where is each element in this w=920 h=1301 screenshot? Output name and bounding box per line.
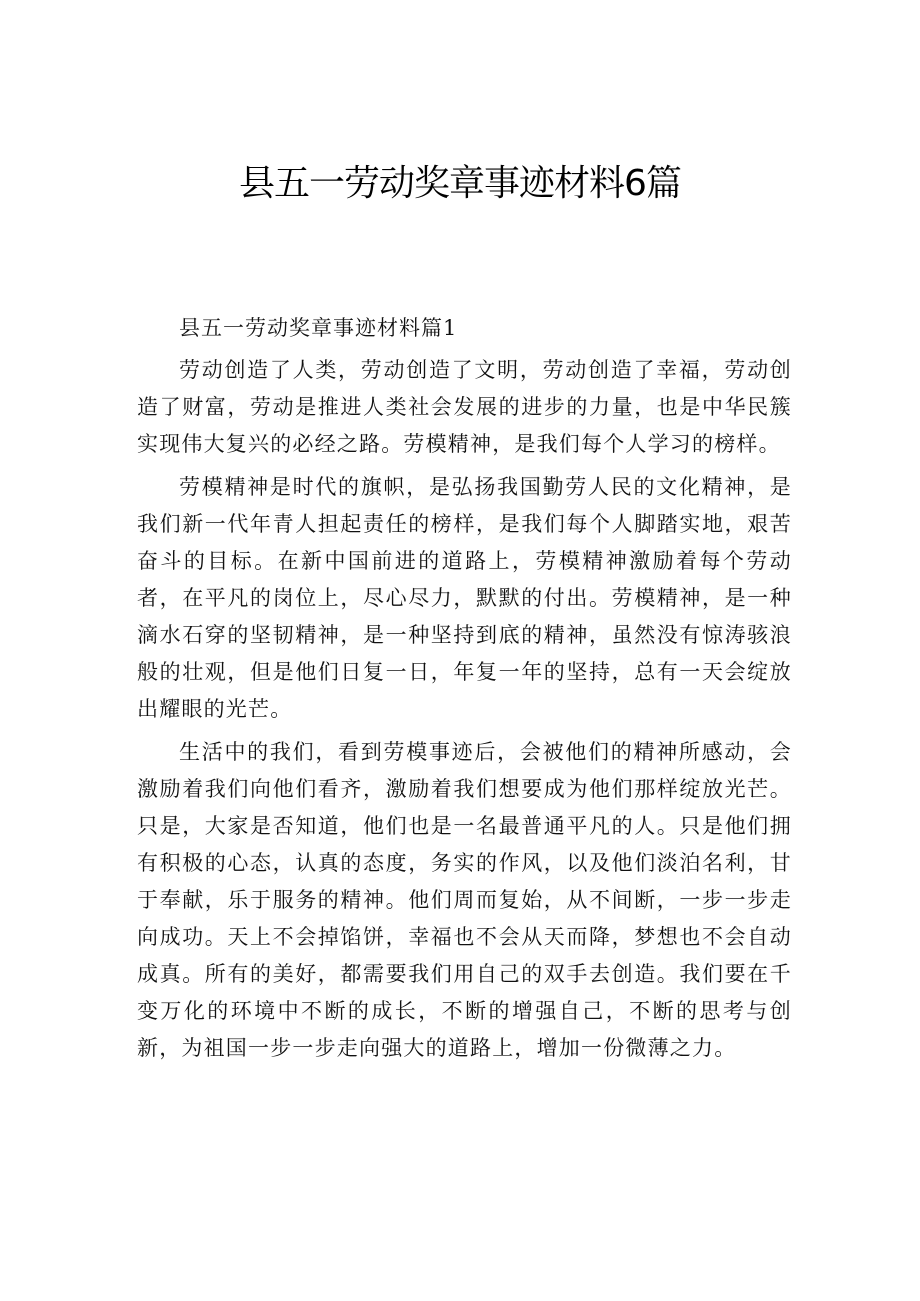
document-title: 县五一劳动奖章事迹材料6篇 <box>239 163 681 204</box>
document-body <box>137 310 792 1073</box>
paragraph-1: 劳动创造了人类，劳动创造了文明，劳动创造了幸福，劳动创造了财富，劳动是推进人类社会发展的进步的力量，也是中华民簇实现伟大复兴的必经之路。劳模精神，是我们每个人学习的榜样。 <box>137 358 792 456</box>
paragraph-3: 生活中的我们，看到劳模事迹后，会被他们的精神所感动，会激励着我们向他们看齐，激励着我们想要成为他们那样绽放光芒。只是，大家是否知道，他们也是一名最普通平凡的人。只是他们拥有积极的心态，认真的态度，务实的作风，以及他们淡泊名利，甘于奉献，乐于服务的精神。他们周而复始，从不间断，一步一步走向成功。天上不会掉馅饼，幸福也不会从天而降，梦想也不会自动成真。所有的美好，都需要我们用自己的双手去创造。我们要在千变万化的环境中不断的成长，不断的增强自己，不断的思考与创新，为祖国一步一步走向强大的道路上，增加一份微薄之力。 <box>137 740 792 1060</box>
paragraph-2: 劳模精神是时代的旗帜，是弘扬我国勤劳人民的文化精神，是我们新一代年青人担起责任的榜样，是我们每个人脚踏实地，艰苦奋斗的目标。在新中国前进的道路上，劳模精神激励着每个劳动者，在平凡的岗位上，尽心尽力，默默的付出。劳模精神，是一种滴水石穿的坚韧精神，是一种坚持到底的精神，虽然没有惊涛骇浪般的壮观，但是他们日复一日，年复一年的坚持，总有一天会绽放出耀眼的光芒。 <box>137 475 792 721</box>
section-heading: 县五一劳动奖章事迹材料篇1 <box>179 316 458 340</box>
